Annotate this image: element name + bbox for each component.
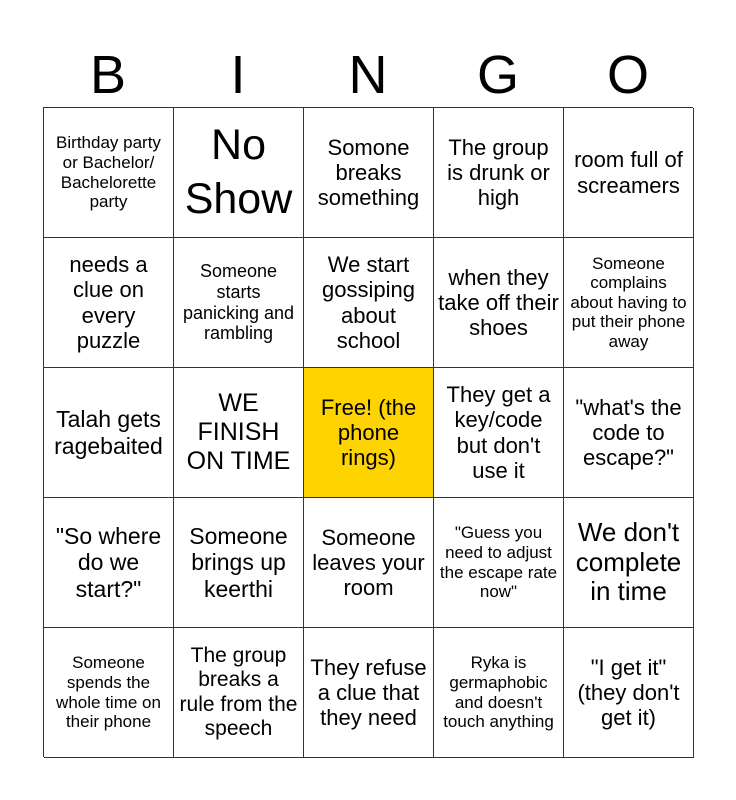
cell-text: Birthday party or Bachelor/ Bachelorette party	[56, 133, 161, 212]
cell-text: Someone spends the whole time on their phone	[56, 653, 161, 732]
bingo-cell[interactable]	[44, 238, 174, 368]
bingo-board	[43, 107, 693, 757]
cell-text: They refuse a clue that they need	[310, 654, 427, 731]
bingo-cell[interactable]	[304, 628, 434, 758]
cell-text: "what's the code to escape?"	[575, 394, 682, 471]
free-space[interactable]	[304, 368, 434, 498]
cell-text: WE FINISH ON TIME	[186, 389, 291, 475]
bingo-header	[43, 44, 693, 106]
bingo-cell[interactable]	[174, 368, 304, 498]
header-letter-i: I	[230, 45, 246, 105]
cell-text: Free! (the phone rings)	[320, 394, 417, 471]
cell-text: needs a clue on every puzzle	[69, 251, 148, 353]
bingo-cell[interactable]	[564, 108, 694, 238]
bingo-cell[interactable]	[304, 238, 434, 368]
bingo-cell[interactable]	[174, 238, 304, 368]
bingo-cell[interactable]	[434, 368, 564, 498]
bingo-cell[interactable]	[564, 498, 694, 628]
bingo-cell[interactable]	[434, 108, 564, 238]
bingo-cell[interactable]	[174, 108, 304, 238]
header-letter-b: B	[89, 45, 127, 105]
cell-text: Someone complains about having to put their phone away	[570, 253, 687, 351]
cell-text: Ryka is germaphobic and doesn't touch anything	[443, 653, 554, 732]
cell-text: Someone leaves your room	[312, 524, 425, 601]
bingo-cell[interactable]	[564, 368, 694, 498]
bingo-cell[interactable]	[174, 498, 304, 628]
bingo-cell[interactable]	[174, 628, 304, 758]
bingo-cell[interactable]	[44, 498, 174, 628]
cell-text: We start gossiping about school	[322, 251, 415, 353]
cell-text: when they take off their shoes	[438, 264, 559, 341]
cell-text: They get a key/code but don't use it	[446, 381, 551, 483]
header-letter-n: N	[348, 45, 388, 105]
bingo-cell[interactable]	[44, 628, 174, 758]
header-letter-o: O	[606, 45, 649, 105]
cell-text: Somone breaks something	[317, 134, 420, 211]
bingo-cell[interactable]	[564, 628, 694, 758]
cell-text: The group breaks a rule from the speech	[179, 644, 298, 740]
cell-text: The group is drunk or high	[447, 134, 550, 211]
cell-text: Someone brings up keerthi	[189, 522, 288, 602]
cell-text: We don't complete in time	[575, 516, 682, 607]
cell-text: "So where do we start?"	[55, 522, 162, 602]
cell-text: Talah gets ragebaited	[54, 406, 163, 459]
bingo-cell[interactable]	[564, 238, 694, 368]
bingo-cell[interactable]	[304, 108, 434, 238]
bingo-cell[interactable]	[434, 628, 564, 758]
bingo-cell[interactable]	[304, 498, 434, 628]
bingo-cell[interactable]	[434, 238, 564, 368]
bingo-cell[interactable]	[434, 498, 564, 628]
bingo-cell[interactable]	[44, 108, 174, 238]
cell-text: room full of screamers	[574, 147, 683, 198]
bingo-cell[interactable]	[44, 368, 174, 498]
cell-text: No Show	[184, 120, 293, 223]
cell-text: "Guess you need to adjust the escape rate now"	[439, 523, 558, 602]
cell-text: Someone starts panicking and rambling	[182, 261, 295, 344]
cell-text: "I get it" (they don't get it)	[577, 654, 680, 731]
header-letter-g: G	[476, 45, 519, 105]
